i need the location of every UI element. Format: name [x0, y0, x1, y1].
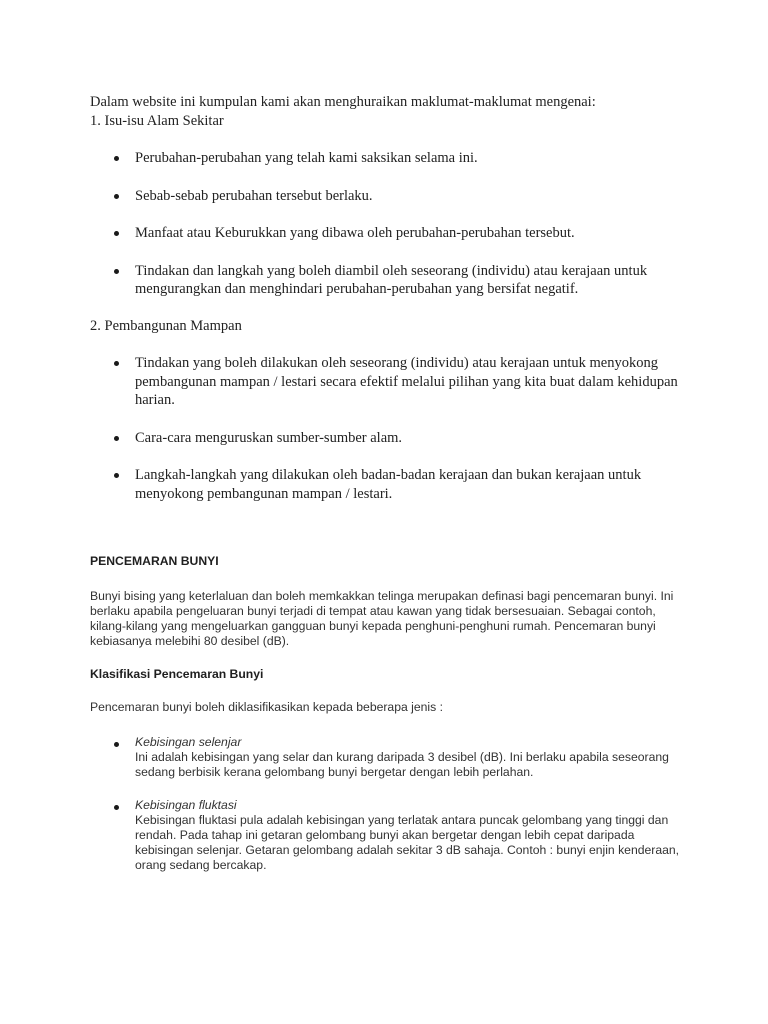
- bullet-icon: [114, 805, 119, 810]
- types-list: [90, 735, 685, 873]
- section2-title: 2. Pembangunan Mampan: [90, 317, 242, 334]
- klasifikasi-intro: Pencemaran bunyi boleh diklasifikasikan kepada beberapa jenis :: [90, 700, 443, 714]
- bullet-icon: [114, 231, 119, 236]
- list-item: Manfaat atau Keburukkan yang dibawa oleh perubahan-perubahan tersebut.: [90, 224, 680, 243]
- type-description: Ini adalah kebisingan yang selar dan kurang daripada 3 desibel (dB). Ini berlaku apabila seseorang sedang berbisik kerana gelombang bunyi bergetar dengan lebih perlahan.: [135, 750, 669, 779]
- section2-list: [90, 354, 680, 503]
- bullet-icon: [114, 361, 119, 366]
- list-item: Tindakan yang boleh dilakukan oleh seseorang (individu) atau kerajaan untuk menyokong pembangunan mampan / lestari secara efektif melalui pilihan yang kita buat dalam kehidupan harian.: [90, 354, 680, 410]
- bullet-icon: [114, 742, 119, 747]
- list-item: Tindakan dan langkah yang boleh diambil oleh seseorang (individu) atau kerajaan untuk mengurangkan dan menghindari perubahan-perubahan yang bersifat negatif.: [90, 262, 680, 299]
- type-name: Kebisingan fluktasi: [135, 798, 237, 812]
- bullet-icon: [114, 194, 119, 199]
- pencemaran-section: [90, 554, 685, 873]
- klasifikasi-heading: Klasifikasi Pencemaran Bunyi: [90, 667, 264, 681]
- type-name: Kebisingan selenjar: [135, 735, 242, 749]
- list-item: [90, 798, 685, 873]
- list-item: Langkah-langkah yang dilakukan oleh badan-badan kerajaan dan bukan kerajaan untuk menyokong pembangunan mampan / lestari.: [90, 466, 680, 503]
- section1-title: 1. Isu-isu Alam Sekitar: [90, 112, 224, 129]
- bullet-icon: [114, 269, 119, 274]
- list-item: Cara-cara menguruskan sumber-sumber alam.: [90, 429, 680, 448]
- intro-section: [90, 93, 680, 503]
- bullet-icon: [114, 473, 119, 478]
- bullet-icon: [114, 156, 119, 161]
- bullet-icon: [114, 436, 119, 441]
- list-item: Sebab-sebab perubahan tersebut berlaku.: [90, 187, 680, 206]
- section-heading: PENCEMARAN BUNYI: [90, 554, 219, 568]
- type-description: Kebisingan fluktasi pula adalah kebisingan yang terlatak antara puncak gelombang yang tinggi dan rendah. Pada tahap ini getaran gelombang bunyi akan bergetar dengan lebih cepat daripada kebisingan selenjar. Getaran gelombang adalah sekitar 3 dB sahaja. Contoh : bunyi enjin kenderaan, orang sedang bercakap.: [135, 813, 680, 872]
- list-item: Perubahan-perubahan yang telah kami saksikan selama ini.: [90, 149, 680, 168]
- intro-lead: Dalam website ini kumpulan kami akan menghuraikan maklumat-maklumat mengenai:: [90, 94, 596, 110]
- list-item: [90, 735, 685, 780]
- section1-list: [90, 149, 680, 299]
- pencemaran-paragraph: Bunyi bising yang keterlaluan dan boleh memkakkan telinga merupakan definasi bagi pencemaran bunyi. Ini berlaku apabila pengeluaran bunyi terjadi di tempat atau kawan yang tidak bersesuaian. Sebagai contoh, kilang-kilang yang mengeluarkan gangguan bunyi kepada penghuni-penghuni rumah. Pencemaran bunyi kebiasanya melebihi 80 desibel (dB).: [90, 589, 674, 648]
